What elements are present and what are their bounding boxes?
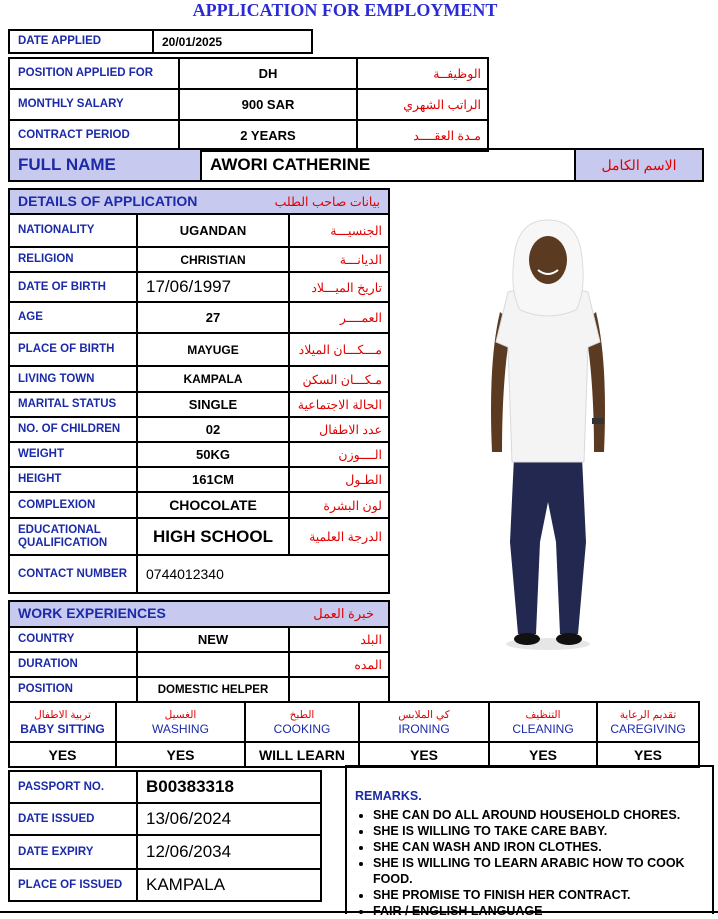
detail-value: HIGH SCHOOL [137,518,289,555]
work-ar [289,677,389,702]
skill-ar: تربية الاطفال [34,708,91,721]
work-table [8,600,390,703]
position-value: DH [179,58,357,89]
work-header [9,601,389,627]
details-header [9,189,389,214]
detail-label: LIVING TOWN [9,366,137,392]
skill-ar: التنظيف [525,708,561,721]
detail-label: NATIONALITY [9,214,137,247]
detail-label: DATE OF BIRTH [9,272,137,302]
detail-value: 27 [137,302,289,333]
detail-value: CHOCOLATE [137,492,289,518]
full-name-row [8,148,704,182]
date-applied-row [8,29,313,54]
details-header-label: DETAILS OF APPLICATION [18,192,198,209]
skill-ar: الطبخ [289,708,315,721]
applicant-photo [478,212,618,657]
detail-value: 161CM [137,467,289,492]
detail-ar: الديانـــة [289,247,389,272]
detail-ar: العمــــر [289,302,389,333]
detail-ar: مـكـــان السكن [289,366,389,392]
passport-label: PLACE OF ISSUED [9,869,137,901]
detail-label: MARITAL STATUS [9,392,137,417]
passport-value: B00383318 [137,771,321,803]
full-name-value: AWORI CATHERINE [201,149,575,181]
detail-label: EDUCATIONAL QUALIFICATION [9,518,137,555]
position-label: POSITION APPLIED FOR [9,58,179,89]
detail-ar: عدد الاطفال [289,417,389,442]
detail-value: SINGLE [137,392,289,417]
skill-value: YES [359,742,489,767]
detail-ar: مـــكـــان الميلاد [289,333,389,366]
salary-label: MONTHLY SALARY [9,89,179,120]
detail-ar: الدرجة العلمية [289,518,389,555]
detail-label: HEIGHT [9,467,137,492]
skill-ar: الغسيل [164,708,197,721]
salary-ar: الراتب الشهري [357,89,488,120]
detail-ar: الــــوزن [289,442,389,467]
passport-value: 13/06/2024 [137,803,321,835]
remarks-item: • SHE CAN DO ALL AROUND HOUSEHOLD CHORES. [373,807,706,823]
remarks-box [345,765,714,914]
passport-label: DATE EXPIRY [9,835,137,869]
detail-ar: الجنسيـــة [289,214,389,247]
contract-label: CONTRACT PERIOD [9,120,179,151]
detail-label: NO. OF CHILDREN [9,417,137,442]
work-ar: البلد [289,627,389,652]
bottom-rule [0,911,718,913]
skill-value: YES [116,742,245,767]
passport-value: 12/06/2034 [137,835,321,869]
skill-en: IRONING [398,721,450,736]
skill-cell [9,702,116,742]
details-header-ar: بيانات صاحب الطلب [274,195,380,209]
skills-table [8,701,700,768]
skill-ar: كي الملابس [398,708,450,721]
skill-en: COOKING [273,721,331,736]
skill-cell [489,702,597,742]
detail-label: RELIGION [9,247,137,272]
date-applied-label: DATE APPLIED [9,30,153,53]
passport-value: KAMPALA [137,869,321,901]
detail-value: KAMPALA [137,366,289,392]
full-name-label: FULL NAME [9,149,201,181]
remarks-item: • SHE IS WILLING TO TAKE CARE BABY. [373,823,706,839]
remarks-item: • SHE IS WILLING TO LEARN ARABIC HOW TO COOK FOOD. [373,855,706,887]
work-label: COUNTRY [9,627,137,652]
work-value: NEW [137,627,289,652]
passport-table [8,770,322,902]
detail-value: MAYUGE [137,333,289,366]
detail-value: 0744012340 [137,555,389,593]
skill-en: CLEANING [512,721,574,736]
detail-label: CONTACT NUMBER [9,555,137,593]
position-ar: الوظيفــة [357,58,488,89]
skill-en: BABY SITTING [20,721,105,736]
date-applied-value: 20/01/2025 [153,30,312,53]
remarks-title: REMARKS. [355,789,422,803]
salary-value: 900 SAR [179,89,357,120]
detail-ar: لون البشرة [289,492,389,518]
skill-en: WASHING [152,721,209,736]
work-ar: المده [289,652,389,677]
work-header-ar: خبرة العمل [313,606,374,621]
skill-ar: تقديم الرعاية [619,708,677,721]
detail-label: WEIGHT [9,442,137,467]
skill-cell [245,702,359,742]
work-label: DURATION [9,652,137,677]
detail-label: AGE [9,302,137,333]
detail-value: CHRISTIAN [137,247,289,272]
contract-ar: مـدة العقــــد [357,120,488,151]
details-table [8,188,390,594]
skill-cell [116,702,245,742]
detail-value: 50KG [137,442,289,467]
work-label: POSITION [9,677,137,702]
remarks-list [355,807,706,919]
contract-value: 2 YEARS [179,120,357,151]
work-header-label: WORK EXPERIENCES [18,605,166,621]
detail-ar: الحالة الاجتماعية [289,392,389,417]
detail-label: COMPLEXION [9,492,137,518]
page-title: APPLICATION FOR EMPLOYMENT [192,0,498,20]
full-name-ar: الاسم الكامل [575,149,703,181]
skill-en: CAREGIVING [610,721,686,736]
skill-cell [597,702,699,742]
detail-ar: تاريخ الميـــلاد [289,272,389,302]
passport-label: PASSPORT NO. [9,771,137,803]
remarks-item: • SHE CAN WASH AND IRON CLOTHES. [373,839,706,855]
skill-cell [359,702,489,742]
detail-value: 02 [137,417,289,442]
detail-label: PLACE OF BIRTH [9,333,137,366]
skill-value: YES [489,742,597,767]
detail-value: 17/06/1997 [137,272,289,302]
skill-value: WILL LEARN [245,742,359,767]
work-value [137,652,289,677]
skill-value: YES [9,742,116,767]
position-table [8,57,489,152]
remarks-item: • SHE PROMISE TO FINISH HER CONTRACT. [373,887,706,903]
detail-ar: الطـول [289,467,389,492]
work-value: DOMESTIC HELPER [137,677,289,702]
detail-value: UGANDAN [137,214,289,247]
passport-label: DATE ISSUED [9,803,137,835]
skill-value: YES [597,742,699,767]
